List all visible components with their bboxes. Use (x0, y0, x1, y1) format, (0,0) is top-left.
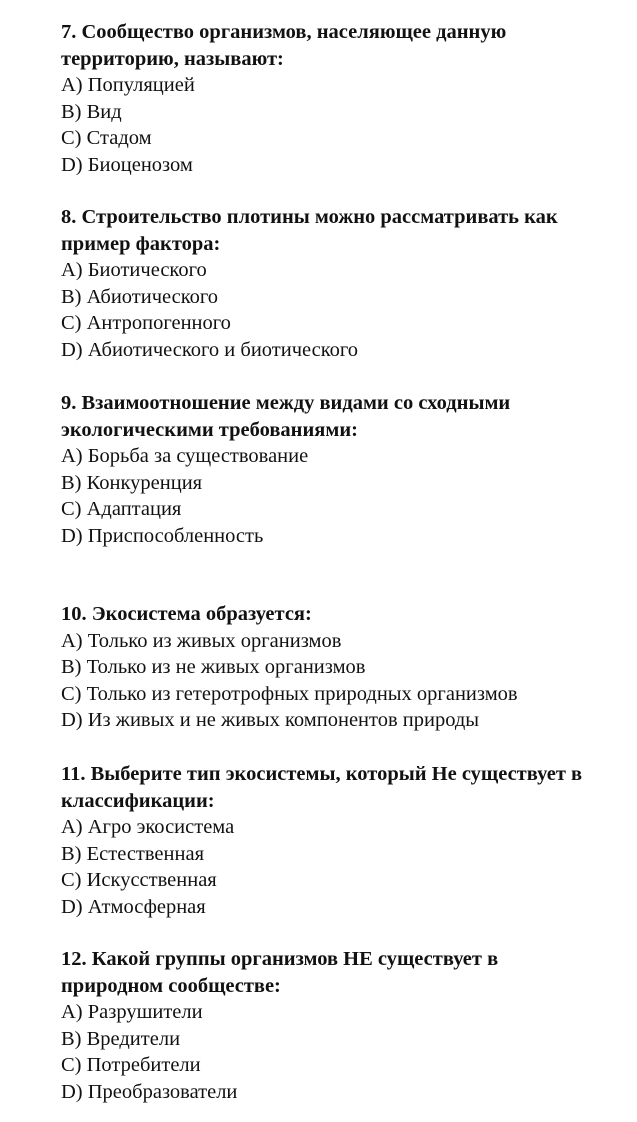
question-title (61, 19, 637, 72)
answer-option-a: A) Разрушители (61, 1001, 203, 1023)
answer-option-a: A) Только из живых организмов (61, 629, 342, 652)
question-title (61, 390, 637, 443)
question-title-line: 9. Взаимоотношение между видами со сходными (61, 392, 511, 414)
question-12 (61, 946, 637, 1105)
answer-option-d: D) Биоценозом (61, 153, 193, 176)
question-title-line: классификации: (61, 789, 215, 812)
answer-option-d: D) Преобразователи (61, 1080, 238, 1103)
answer-option-c: C) Адаптация (61, 498, 182, 521)
answer-option-b: B) Абиотического (61, 285, 219, 308)
question-title (61, 204, 637, 257)
question-8 (61, 204, 637, 363)
question-title-line: 7. Сообщество организмов, населяющее данную (61, 21, 507, 43)
question-title-line: пример фактора: (61, 232, 221, 255)
answer-option-c: C) Только из гетеротрофных природных организмов (61, 682, 518, 705)
answer-option-c: C) Потребители (61, 1054, 201, 1077)
question-title-line: природном сообществе: (61, 974, 281, 997)
answer-option-a: A) Агро экосистема (61, 816, 235, 838)
answer-option-c: C) Стадом (61, 127, 152, 150)
question-title-line: 11. Выберите тип экосистемы, который Не существует в (61, 763, 583, 785)
answer-option-c: C) Антропогенного (61, 312, 231, 335)
answer-option-d: D) Абиотического и биотического (61, 338, 359, 361)
answer-option-b: B) Вид (61, 100, 122, 123)
answer-option-b: B) Естественная (61, 842, 204, 865)
answer-option-d: D) Атмосферная (61, 895, 206, 918)
answer-option-d: D) Приспособленность (61, 524, 264, 547)
question-title (61, 601, 637, 628)
answer-option-a: A) Борьба за существование (61, 445, 309, 467)
answer-option-b: B) Вредители (61, 1027, 181, 1050)
question-7 (61, 19, 637, 178)
answer-option-b: B) Только из не живых организмов (61, 656, 366, 679)
answer-option-a: A) Популяцией (61, 74, 195, 96)
question-title-line: 8. Строительство плотины можно рассматривать как (61, 206, 558, 228)
question-title-line: территорию, называют: (61, 47, 284, 70)
question-9 (61, 390, 637, 549)
question-10 (61, 601, 637, 734)
answer-option-b: B) Конкуренция (61, 471, 203, 494)
answer-option-c: C) Искусственная (61, 869, 217, 892)
answer-option-a: A) Биотического (61, 259, 207, 281)
question-title-line: 12. Какой группы организмов НЕ существует в (61, 948, 499, 970)
question-title-line: 10. Экосистема образуется: (61, 603, 312, 625)
question-title (61, 946, 637, 999)
question-title (61, 761, 637, 814)
answer-option-d: D) Из живых и не живых компонентов природы (61, 709, 480, 732)
question-11 (61, 761, 637, 920)
question-title-line: экологическими требованиями: (61, 418, 358, 441)
